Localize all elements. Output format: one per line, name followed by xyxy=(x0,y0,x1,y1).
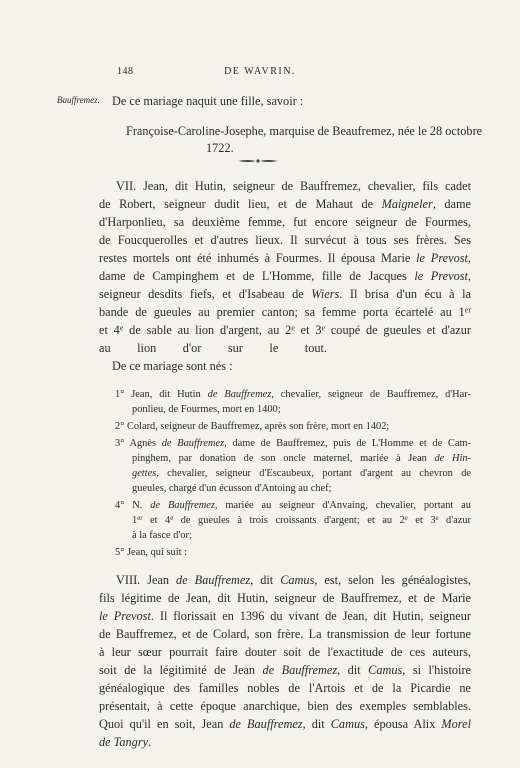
vii-line-9: et 4e de sable au lion d'argent, au 2e et 3e coupé de gueules et d'azur xyxy=(99,323,471,337)
vii-line-1: VII. Jean, dit Hutin, seigneur de Bauffremez, chevalier, fils cadet xyxy=(116,179,471,193)
vii-line-11: De ce mariage sont nés : xyxy=(112,359,233,373)
child-4-line-2: 1er et 4e de gueules à trois croissants d'argent; et au 2e et 3e d'azur xyxy=(132,514,472,526)
vii-line-6: dame de Campinghem et de L'Homme, fille de Jacques le Prevost, xyxy=(99,269,471,283)
fleuron-ornament-icon xyxy=(238,158,278,164)
child-3-line-1: 3° Agnès de Bauffremez, dame de Bauffremez, puis de L'Homme et de Cam- xyxy=(115,438,471,449)
viii-line-2: fils légitime de Jean, dit Hutin, seigneur de Bauffremez, et de Marie xyxy=(99,591,471,605)
intro-line: De ce mariage naquit une fille, savoir : xyxy=(112,94,304,108)
child-1-line-2: ponlieu, de Fourmes, mort en 1400; xyxy=(132,404,281,415)
page-header xyxy=(0,66,520,80)
vii-line-3: d'Harponlieu, sa deuxième femme, fut encore seigneur de Fourmes, xyxy=(99,215,471,229)
vii-line-2: de Robert, seigneur dudit lieu, et de Mahaut de Maigneler, dame xyxy=(99,197,471,211)
vii-line-7: seigneur desdits fiefs, et d'Isabeau de Wiers. Il brisa d'un écu à la xyxy=(99,287,471,301)
viii-line-6: soit de la légitimité de Jean de Bauffremez, dit Camus, si l'histoire xyxy=(99,663,471,677)
viii-line-10: de Tangry. xyxy=(99,735,152,749)
child-3-line-3: gettes, chevalier, seigneur d'Escaubeux, portant d'argent au chevron de xyxy=(132,468,471,479)
child-2-line: 2° Colard, seigneur de Bauffremez, après son frère, mort en 1402; xyxy=(115,421,390,432)
francoise-line-1: Françoise-Caroline-Josephe, marquise de Beaufremez, née le 28 octobre xyxy=(126,124,483,138)
viii-line-7: généalogique des familles nobles de l'Artois et de la Picardie ne xyxy=(99,681,471,695)
viii-line-4: de Bauffremez, et de Colard, son frère. La transmission de leur fortune xyxy=(99,627,471,641)
vii-line-5: restes mortels ont été inhumés à Fourmes. Il épousa Marie le Prevost, xyxy=(99,251,471,265)
margin-note: Bauffremez. xyxy=(57,95,100,105)
child-1-line-1: 1° Jean, dit Hutin de Bauffremez, chevalier, seigneur de Bauffremez, d'Har- xyxy=(115,389,471,400)
child-5-line: 5° Jean, qui suit : xyxy=(115,547,187,558)
viii-line-9: Quoi qu'il en soit, Jean de Bauffremez, dit Camus, épousa Alix Morel xyxy=(99,717,471,731)
page-number: 148 xyxy=(117,66,134,77)
viii-line-3: le Prevost. Il florissait en 1396 du vivant de Jean, dit Hutin, seigneur xyxy=(99,609,471,623)
child-3-line-2: pinghem, par donation de son oncle maternel, mariée à Jean de Hin- xyxy=(132,453,472,464)
francoise-line-2: 1722. xyxy=(206,141,234,155)
child-4-line-3: à la fasce d'or; xyxy=(132,530,192,541)
child-3-line-4: gueules, chargé d'un écusson d'Antoing au chef; xyxy=(132,483,332,494)
viii-line-5: à leur sœur pourrait faire douter soit de l'exactitude de ces auteurs, xyxy=(99,645,471,659)
vii-line-8: bande de gueules au premier canton; sa femme porta écartelé au 1er xyxy=(99,305,471,319)
vii-line-10: au lion d'or sur le tout. xyxy=(99,341,327,355)
vii-line-4: de Foucquerolles et d'autres lieux. Il survécut à tous ses frères. Ses xyxy=(99,233,471,247)
viii-line-8: présentait, à cette époque anarchique, bien des exemples semblables. xyxy=(99,699,471,713)
child-4-line-1: 4° N. de Bauffremez, mariée au seigneur d'Anvaing, chevalier, portant au xyxy=(115,500,471,511)
running-title: DE WAVRIN. xyxy=(224,66,296,77)
viii-line-1: VIII. Jean de Bauffremez, dit Camus, est, selon les généalogistes, xyxy=(116,573,471,587)
